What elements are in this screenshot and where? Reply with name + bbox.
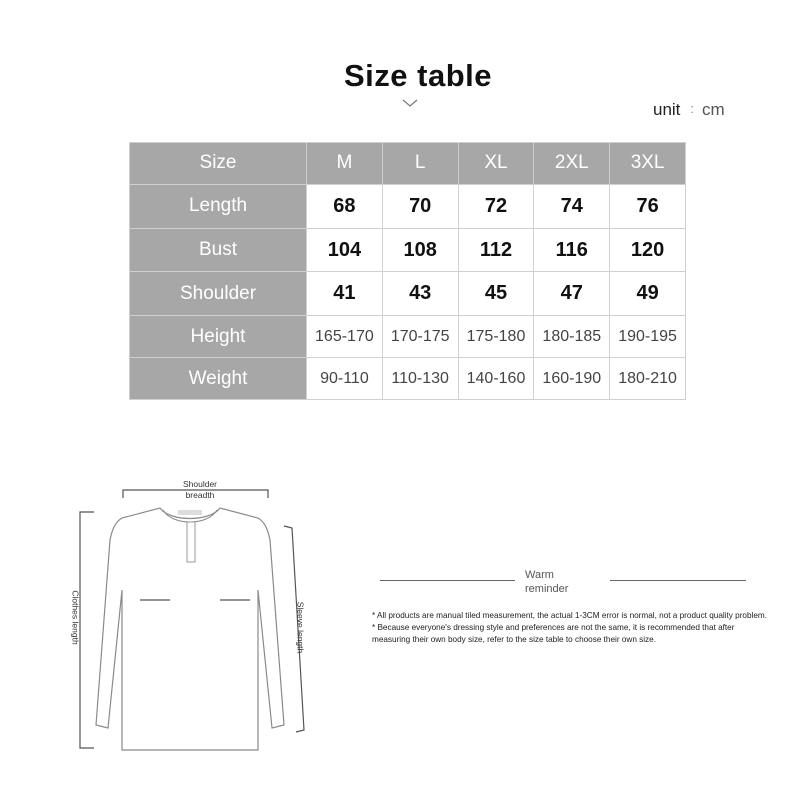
table-cell: 160-190 <box>534 358 610 400</box>
table-cell: 90-110 <box>307 358 383 400</box>
size-header-2xl: 2XL <box>534 143 610 185</box>
row-label-shoulder: Shoulder <box>130 272 307 316</box>
table-row <box>130 228 686 272</box>
table-cell: 140-160 <box>458 358 534 400</box>
reminder-title-line-2: reminder <box>525 583 569 595</box>
table-cell: 49 <box>610 272 686 316</box>
row-label-weight: Weight <box>130 358 307 400</box>
unit-value: cm <box>702 100 725 119</box>
table-cell: 47 <box>534 272 610 316</box>
table-header-row <box>130 143 686 185</box>
row-label-bust: Bust <box>130 228 307 272</box>
size-header-xl: XL <box>458 143 534 185</box>
table-cell: 104 <box>307 228 383 272</box>
table-cell: 170-175 <box>382 316 458 358</box>
table-cell: 116 <box>534 228 610 272</box>
shoulder-label-line-1: Shoulder <box>182 479 218 489</box>
table-cell: 76 <box>610 184 686 228</box>
unit-separator: : <box>690 101 695 116</box>
page-title: Size table <box>344 58 492 93</box>
table-cell: 180-185 <box>534 316 610 358</box>
chevron-down-icon <box>401 98 419 108</box>
table-row <box>130 272 686 316</box>
shoulder-label-line-2: breadth <box>185 490 215 500</box>
unit-indicator <box>653 100 725 120</box>
row-label-height: Height <box>130 316 307 358</box>
table-row <box>130 316 686 358</box>
size-header-l: L <box>382 143 458 185</box>
table-cell: 68 <box>307 184 383 228</box>
shirt-measurement-diagram <box>60 470 320 760</box>
row-label-length: Length <box>130 184 307 228</box>
reminder-title-line-1: Warm <box>525 569 554 581</box>
shoulder-label <box>170 479 230 501</box>
table-cell: 165-170 <box>307 316 383 358</box>
table-cell: 110-130 <box>382 358 458 400</box>
sleeve-length-label: Sleeve length <box>295 601 306 654</box>
table-cell: 45 <box>458 272 534 316</box>
shirt-outline <box>96 508 284 750</box>
table-cell: 112 <box>458 228 534 272</box>
reminder-divider-right <box>610 580 746 581</box>
table-row <box>130 358 686 400</box>
reminder-title <box>525 568 568 596</box>
table-cell: 41 <box>307 272 383 316</box>
table-cell: 74 <box>534 184 610 228</box>
unit-label: unit <box>653 100 681 119</box>
clothes-length-bracket <box>80 512 94 748</box>
table-cell: 120 <box>610 228 686 272</box>
table-cell: 175-180 <box>458 316 534 358</box>
reminder-note: * All products are manual tiled measurement, the actual 1-3CM error is normal, not a product quality problem. * Because everyone's dressing style and preferences are not the same, it is recommended that after measuring their own body size, refer to the size table to choose their own size. <box>372 611 768 644</box>
shirt-label <box>178 510 202 515</box>
table-cell: 108 <box>382 228 458 272</box>
table-row <box>130 184 686 228</box>
size-table <box>129 142 686 400</box>
table-cell: 43 <box>382 272 458 316</box>
table-cell: 72 <box>458 184 534 228</box>
table-header-size: Size <box>130 143 307 185</box>
size-header-m: M <box>307 143 383 185</box>
reminder-divider-left <box>380 580 515 581</box>
clothes-length-label: Clothes length <box>70 590 81 645</box>
table-cell: 180-210 <box>610 358 686 400</box>
table-cell: 190-195 <box>610 316 686 358</box>
table-cell: 70 <box>382 184 458 228</box>
size-header-3xl: 3XL <box>610 143 686 185</box>
